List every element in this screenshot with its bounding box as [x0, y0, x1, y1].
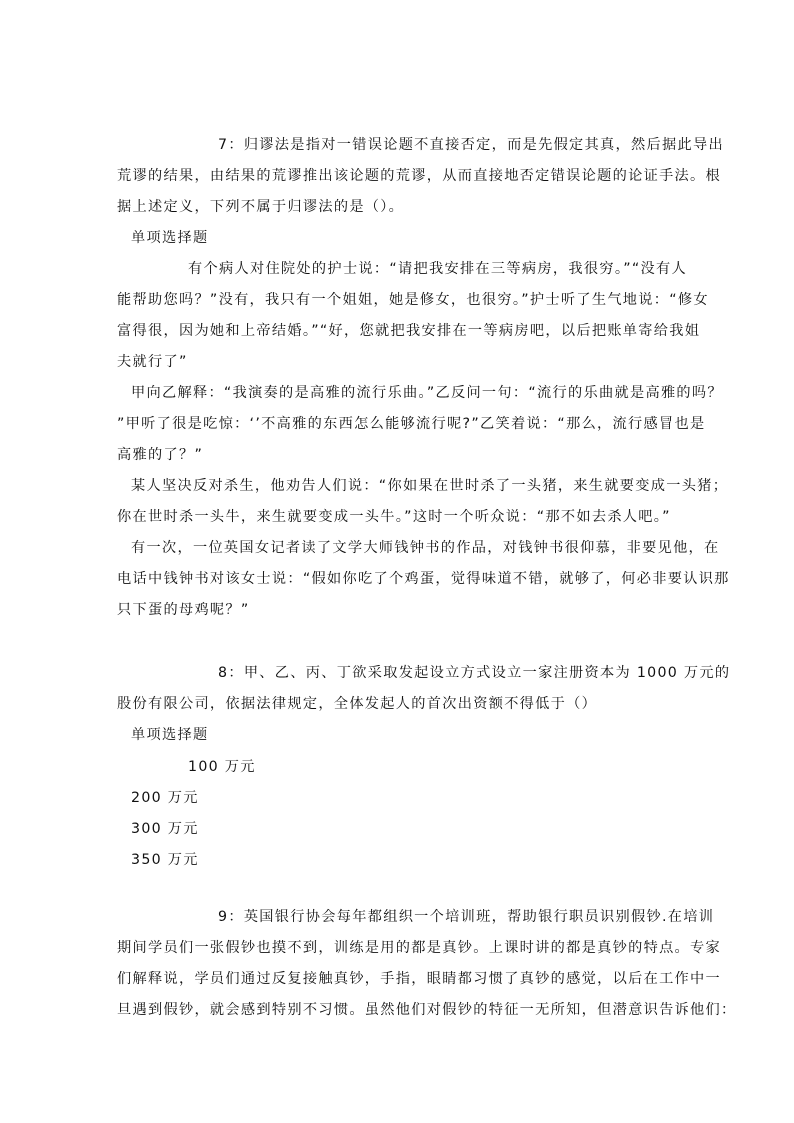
option-line: 富得很，因为她和上帝结婚。”“好，您就把我安排在一等病房吧，以后把账单寄给我姐 [117, 323, 701, 339]
option-line: 只下蛋的母鸡呢？” [117, 602, 250, 618]
q8-option-c[interactable]: 300 万元 [131, 821, 199, 837]
option-line: 某人坚决反对杀生，他劝告人们说：“你如果在世时杀了一头猪，来生就要变成一头猪； [131, 478, 729, 494]
q7-stem-line: 荒谬的结果，由结果的荒谬推出该论题的荒谬，从而直接地否定错误论题的论证手法。根 [117, 168, 722, 184]
q7-stem-line: 7：归谬法是指对一错误论题不直接否定，而是先假定其真，然后据此导出 [218, 137, 724, 153]
q8-stem-line: 股份有限公司，依据法律规定，全体发起人的首次出资额不得低于（） [117, 696, 598, 712]
q9-stem-line: 们解释说，学员们通过反复接触真钞，手指，眼睛都习惯了真钞的感觉，以后在工作中一 [117, 971, 722, 987]
q9-stem-line: 9：英国银行协会每年都组织一个培训班，帮助银行职员识别假钞.在培训 [218, 909, 715, 925]
option-line: 高雅的了？” [117, 447, 204, 463]
option-line: 有一次，一位英国女记者读了文学大师钱钟书的作品，对钱钟书很仰慕，非要见他，在 [131, 540, 720, 556]
option-line: 能帮助您吗？”没有，我只有一个姐姐，她是修女，也很穷。”护士听了生气地说：“修女 [117, 292, 709, 308]
option-line: 电话中钱钟书对该女士说：“假如你吃了个鸡蛋，觉得味道不错，就够了，何必非要认识那 [117, 571, 730, 587]
option-line: 夫就行了” [117, 354, 188, 370]
q8-option-d[interactable]: 350 万元 [131, 852, 199, 868]
q8-type-label: 单项选择题 [131, 727, 209, 743]
q8-stem-line: 8：甲、乙、丙、丁欲采取发起设立方式设立一家注册资本为 1000 万元的 [218, 665, 731, 681]
q9-stem-line: 期间学员们一张假钞也摸不到，训练是用的都是真钞。上课时讲的都是真钞的特点。专家 [117, 940, 722, 956]
q7-stem-line: 据上述定义，下列不属于归谬法的是（）。 [117, 199, 405, 215]
q7-type-label: 单项选择题 [131, 230, 209, 246]
q8-option-b[interactable]: 200 万元 [131, 790, 199, 806]
q9-stem-line: 旦遇到假钞，就会感到特别不习惯。虽然他们对假钞的特征一无所知，但潜意识告诉他们： [117, 1002, 737, 1018]
option-line: ”甲听了很是吃惊：‘’不高雅的东西怎么能够流行呢?”乙笑着说：“那么，流行感冒也是 [117, 416, 706, 432]
option-line: 有个病人对住院处的护士说：“请把我安排在三等病房，我很穷。”“没有人 [188, 261, 687, 277]
q8-option-a[interactable]: 100 万元 [188, 759, 256, 775]
option-line: 甲向乙解释：“我演奏的是高雅的流行乐曲。”乙反问一句：“流行的乐曲就是高雅的吗？ [131, 385, 723, 401]
option-line: 你在世时杀一头牛，来生就要变成一头牛。”这时一个听众说：“那不如去杀人吧。” [117, 509, 671, 525]
